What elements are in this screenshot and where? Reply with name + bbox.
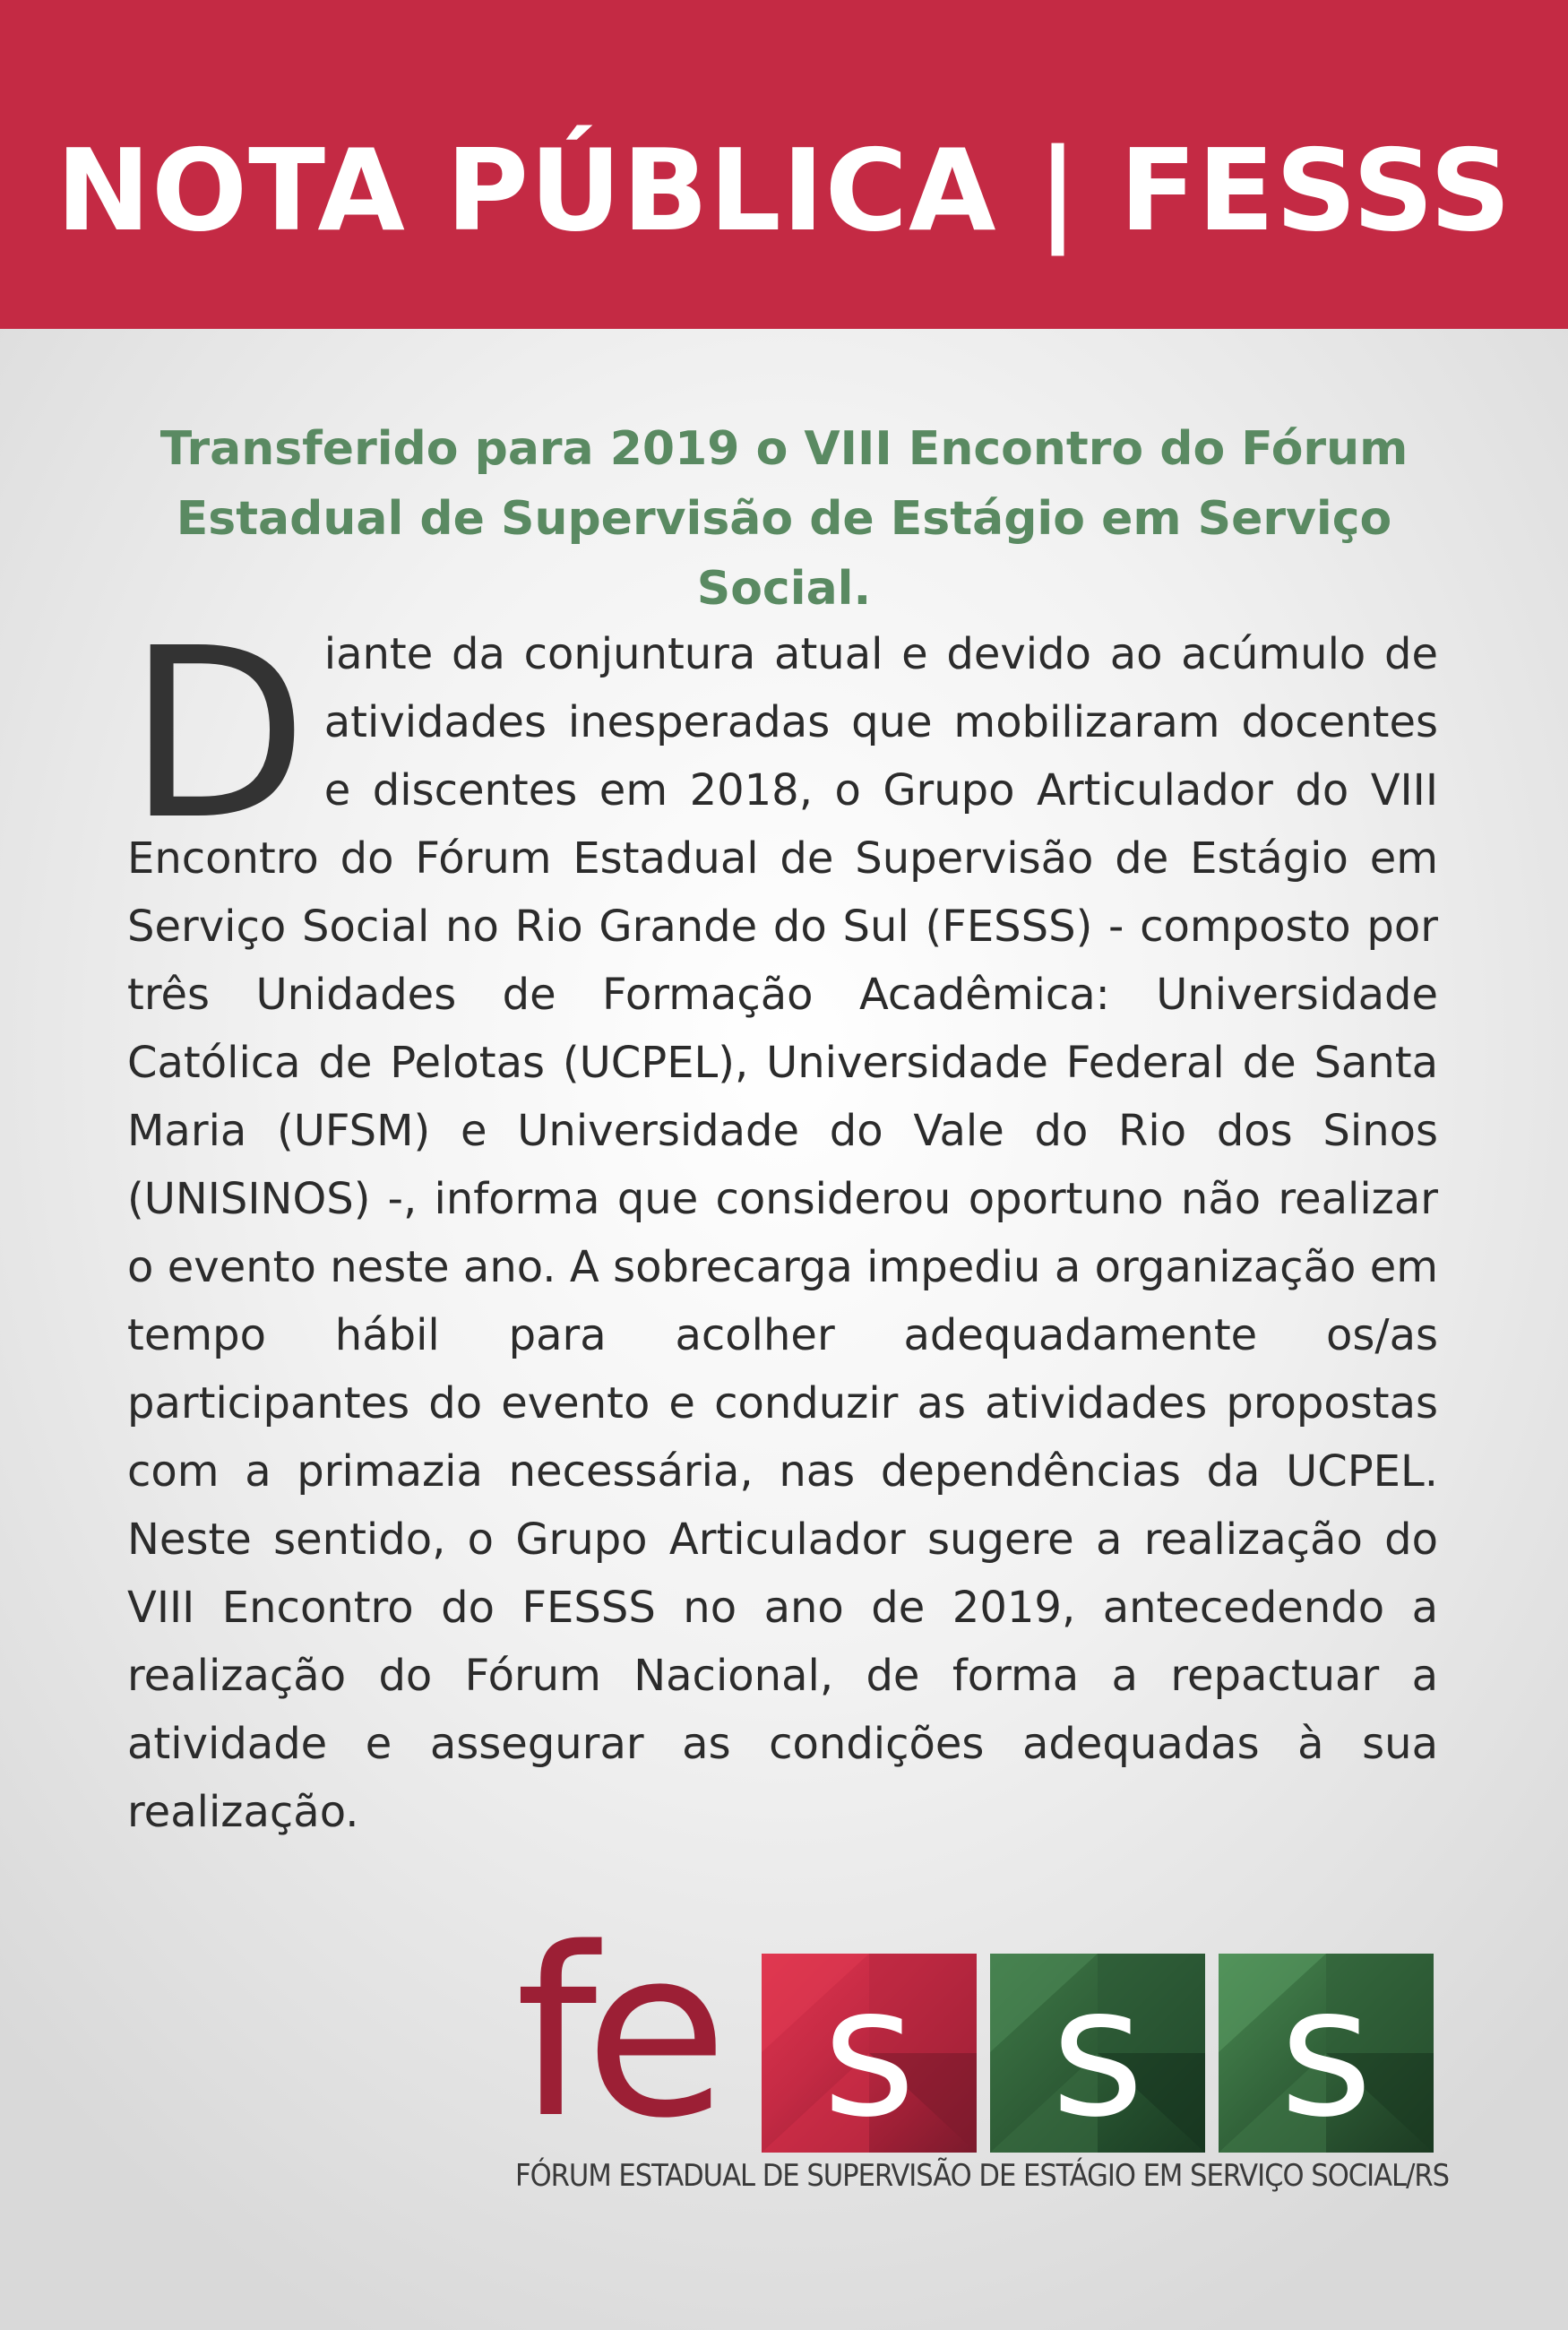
- drop-cap: D: [127, 598, 308, 871]
- logo-tile-red: [762, 1954, 977, 2153]
- body-paragraph: [127, 598, 1438, 1846]
- logo-caption: FÓRUM ESTADUAL DE SUPERVISÃO DE ESTÁGIO EM SERVIÇO SOCIAL/RS: [515, 2158, 1450, 2194]
- header-banner: [0, 0, 1568, 329]
- logo-letter-s-3: s: [1279, 1954, 1374, 2153]
- subtitle: Transferido para 2019 o VIII Encontro do Fórum Estadual de Supervisão de Estágio em Serviço Social.: [159, 422, 1409, 616]
- body-text: iante da conjuntura atual e devido ao acúmulo de atividades inesperadas que mobilizaram docentes e discentes em 2018, o Grupo Articulador do VIII Encontro do Fórum Estadual de Supervisão de Estágio em Serviço Social no Rio Grande do Sul (FESSS) - composto por três Unidades de Formação Acadêmica: Universidade Católica de Pelotas (UCPEL), Universidade Federal de Santa Maria (UFSM) e Universidade do Vale do Rio dos Sinos (UNISINOS) -, informa que considerou oportuno não realizar o evento neste ano. A sobrecarga impediu a organização em tempo hábil para acolher adequadamente os/as participantes do evento e conduzir as atividades propostas com a primazia necessária, nas dependências da UCPEL. Neste sentido, o Grupo Articulador sugere a realização do VIII Encontro do FESSS no ano de 2019, antecedendo a realização do Fórum Nacional, de forma a repactuar a atividade e assegurar as condições adequadas à sua realização.: [127, 629, 1438, 1837]
- logo-letter-s-2: s: [1050, 1954, 1145, 2153]
- page-title: NOTA PÚBLICA | FESSS: [56, 125, 1512, 256]
- logo-wordmark-fe: fe: [515, 1899, 716, 2170]
- fesss-logo: [515, 1899, 1450, 2222]
- logo-tile-green-1: [990, 1954, 1205, 2153]
- logo-letter-s-1: s: [822, 1954, 917, 2153]
- logo-tile-green-2: [1219, 1954, 1434, 2153]
